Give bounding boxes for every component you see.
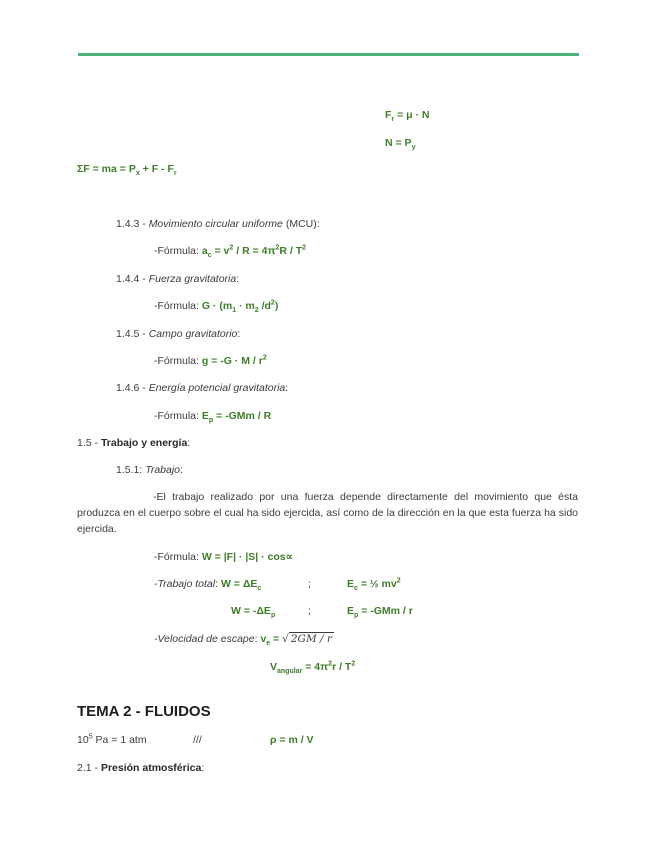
sqrt-icon: √ <box>282 633 289 645</box>
pressure-conversion: $10^5$ Pa = 1 atm <box>77 733 147 746</box>
semicolon-2: ; <box>308 605 311 617</box>
formula-1-4-5: -Fórmula: $g = -G \cdot M / r^2$ <box>154 354 267 367</box>
section-1-4-6: 1.4.6 - Energía potencial gravitatoria: <box>116 382 289 394</box>
angular-velocity-formula: $V_{angular} = 4\pi^2r / T^2$ <box>270 660 356 676</box>
section-1-4-5: 1.4.5 - Campo gravitatorio: <box>116 328 241 340</box>
density-formula: ρ = m / V <box>270 734 314 746</box>
formula-1-4-4: -Fórmula: $G \cdot (m_1 \cdot m_2$ $/d^2$) <box>154 299 279 315</box>
top-rule <box>78 53 579 56</box>
formula-1-4-3: -Fórmula: $a_c = v^2 / R = 4\pi^2R / T^2$ <box>154 244 307 260</box>
potential-energy-formula: $E_p = -GMm / r$ <box>347 605 413 620</box>
work-paragraph: -El trabajo realizado por una fuerza depende directamente del movimiento que ésta produzca en el cuerpo sobre el cual ha sido ejercida, así como de la dirección en la que esta fuerza ha sido ejercida. <box>77 491 578 535</box>
section-1-5-1: 1.5.1: Trabajo: <box>116 464 183 476</box>
separator: /// <box>193 734 202 746</box>
escape-velocity-formula: -Velocidad de escape: $v_e$ = √ 2GM / r <box>154 633 332 648</box>
tema-2-heading: TEMA 2 - FLUIDOS <box>77 703 211 720</box>
section-1-5: 1.5 - Trabajo y energía: <box>77 437 191 449</box>
section-1-4-3: 1.4.3 - Movimiento circular uniforme (MCU): <box>116 218 320 230</box>
normal-formula: $N = P_y$ <box>385 137 416 152</box>
section-1-4-4: 1.4.4 - Fuerza gravitatoria: <box>116 273 240 285</box>
kinetic-energy-formula: $E_c$ = ½ $mv^2$ <box>347 577 401 593</box>
friction-formula: $F_r = \mu \cdot N$ <box>385 109 430 124</box>
semicolon-1: ; <box>308 578 311 590</box>
sum-forces-formula: ΣF = ma = $P_x + F - F_r$ <box>77 163 177 178</box>
work-formula: -Fórmula: W = |F| · |S| · cos∝ <box>154 551 294 563</box>
total-work-formula: -Trabajo total: $W = \Delta E_c$ <box>154 578 262 593</box>
potential-work-formula: $W = -\Delta E_p$ <box>231 605 276 620</box>
formula-1-4-6: -Fórmula: $E_p = -GMm / R$ <box>154 410 272 425</box>
section-2-1: 2.1 - Presión atmosférica: <box>77 762 205 774</box>
